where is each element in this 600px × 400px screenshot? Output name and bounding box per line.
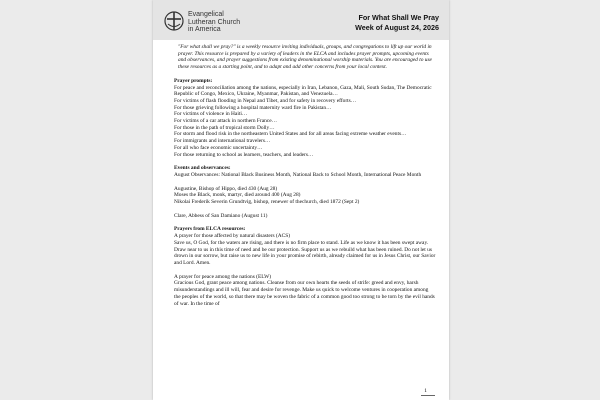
prayer-text: Gracious God, grant peace among nations. Cleanse from our own hearts the seeds of strife: greed and envy, harsh misunderstandings and ill will, fear and desire for revenge. Make us quick to welcome ventures in cooperation among the peoples of the world, so that there may be woven the fabric of a common good too strong to be torn by the evil hands of war. In the time of	[174, 280, 435, 307]
events-heading: Events and observances:	[174, 165, 231, 172]
page-header	[153, 0, 449, 40]
prayer-prompt: For those returning to school as learners, teachers, and leaders…	[174, 151, 314, 158]
prayer-prompt: For storm and flood risk in the northeastern United States and for all areas facing extreme weather events…	[174, 131, 407, 138]
prayer-prompts-heading: Prayer prompts:	[174, 77, 213, 84]
intro-paragraph: "For what shall we pray?" is a weekly resource inviting individuals, groups, and congregations to lift up our world in prayer. This resource is prepared by a variety of leaders in the ELCA and includes prayer prompts, upcoming events and observances, and prayer suggestions from existing denominational worship materials. You are encouraged to use these resources as a starting point, and to adapt and add other concerns from your local context.	[178, 44, 432, 71]
document-body	[174, 44, 436, 307]
prayer-prompt: For immigrants and international travelers…	[174, 138, 271, 145]
observances-text: August Observances: National Black Business Month, National Back to School Month, International Peace Month	[174, 171, 422, 178]
prayer-prompt: For those grieving following a hospital maternity ward fire in Pakistan…	[174, 104, 332, 111]
commemoration: Moses the Black, monk, martyr, died around 400 (Aug 28)	[174, 192, 301, 199]
org-name	[188, 11, 298, 34]
resources-heading: Prayers from ELCA resources:	[174, 226, 246, 233]
prayer-prompt: For peace and reconciliation among the nations, especially in Iran, Lebanon, Gaza, Mali, South Sudan, The Democratic Republic of Congo, Mexico, Ukraine, Myanmar, Pakistan, and Venezuela…	[174, 84, 432, 98]
prayer-prompt: For all who face economic uncertainty…	[174, 144, 263, 151]
week-line: Week of August 24, 2026	[355, 22, 439, 32]
org-name-line: Lutheran Church	[188, 18, 241, 26]
prayer-prompt: For victims of violence in Haiti…	[174, 111, 248, 118]
elca-cross-logo-icon	[163, 10, 185, 32]
prayer-prompts-list	[174, 85, 436, 159]
commemoration: Augustine, Bishop of Hippo, died 430 (Aug 28)	[174, 185, 278, 192]
commemoration-extra: Clare, Abbess of San Damiano (August 11)	[174, 212, 268, 219]
page-number-rule	[421, 395, 435, 396]
prayer-text: Save us, O God, for the waters are rising, and there is no firm place to stand. Life as we know it has been swept away. Draw near to us in this time of need and be our protection. Support us as we rebuild what has been ruined. Do not let us drown in our sorrow, but raise us to new life in your promise of rebirth, already claimed for us in Jesus Christ, our Savior and Lord. Amen.	[174, 239, 436, 266]
page-number: 1	[424, 388, 427, 394]
prayer-prompt: For victims of a car attack in northern France…	[174, 118, 277, 125]
prayer-title: A prayer for those affected by natural disasters (ACS)	[174, 233, 291, 240]
document-page	[153, 0, 449, 400]
prayer-title: A prayer for peace among the nations (ELW)	[174, 273, 272, 280]
document-title	[355, 13, 439, 32]
prayer-prompt: For victims of flash flooding in Nepal and Tibet, and for safety in recovery efforts…	[174, 97, 357, 104]
org-name-line: Evangelical	[188, 11, 224, 18]
org-name-line: in America	[188, 26, 221, 33]
prayer-prompt: For those in the path of tropical storm Dolly…	[174, 124, 275, 131]
title-line: For What Shall We Pray	[358, 13, 439, 22]
commemoration: Nikolai Frederik Severin Grundtvig, bishop, renewer of thechurch, died 1872 (Sept 2)	[174, 199, 360, 206]
